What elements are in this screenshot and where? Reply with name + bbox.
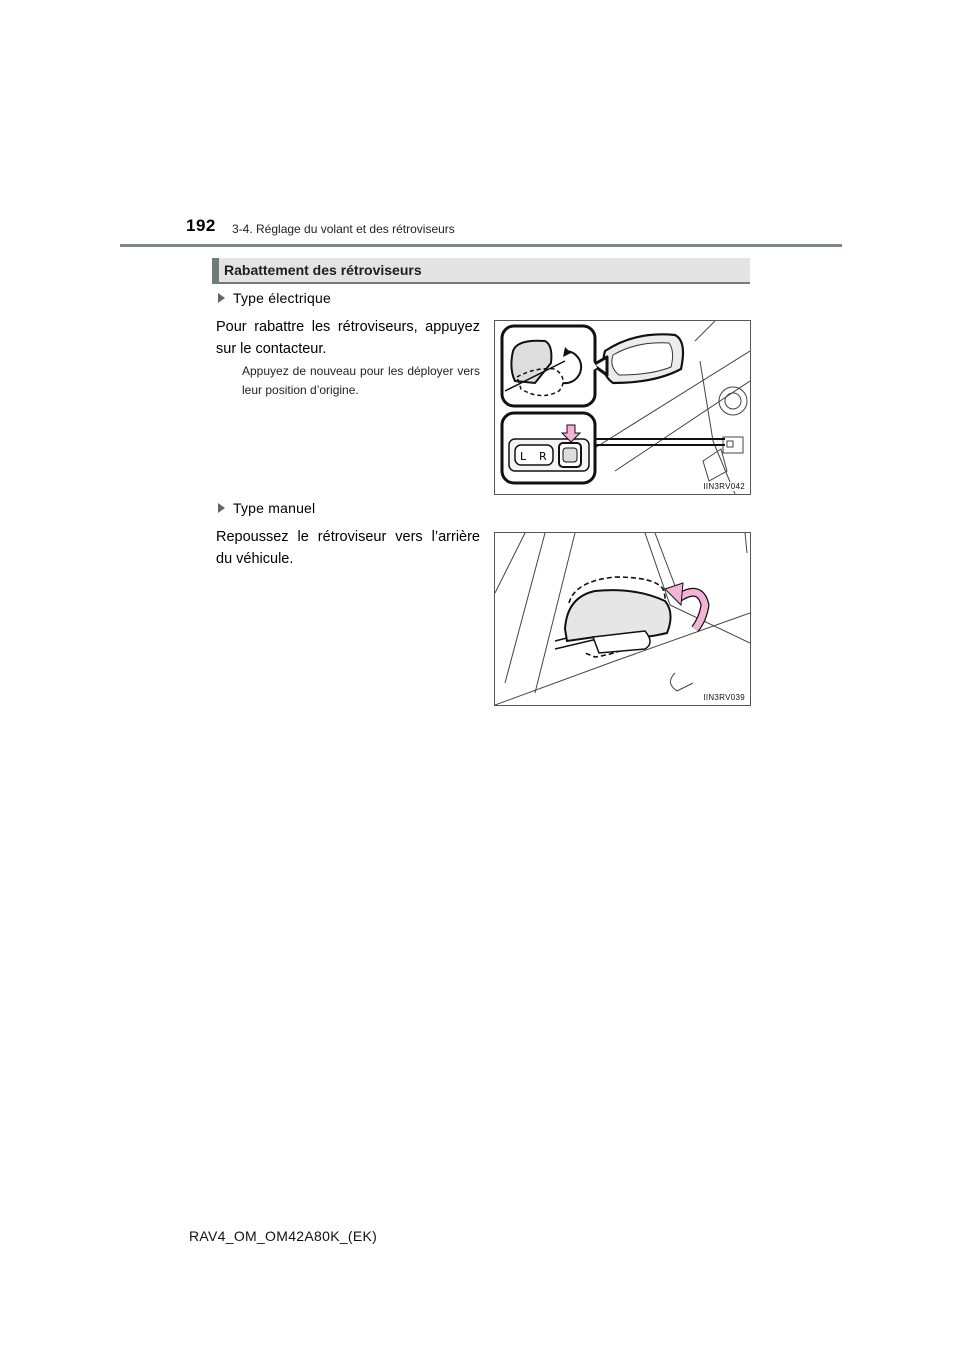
- chapter-title: 3-4. Réglage du volant et des rétroviseurs: [232, 222, 455, 236]
- section-title: Rabattement des rétroviseurs: [224, 262, 422, 278]
- header-rule: [120, 244, 842, 247]
- page-number: 192: [186, 216, 216, 235]
- section-header: [212, 258, 750, 284]
- manual-mirror-drawing: [495, 533, 750, 705]
- switch-label-left: L: [520, 450, 527, 463]
- triangle-bullet-icon: [218, 293, 225, 303]
- manual-mirror-illustration: [494, 532, 751, 706]
- section-accent-bar: [212, 258, 219, 282]
- manual-instruction: Repoussez le rétroviseur vers l’arrière du véhicule.: [216, 529, 480, 567]
- document-code: RAV4_OM_OM42A80K_(EK): [189, 1228, 378, 1244]
- electric-instruction: Pour rabattre les rétroviseurs, appuyez sur le contacteur.: [216, 319, 480, 357]
- electric-type-label: Type électrique: [233, 290, 331, 306]
- electric-mirror-drawing: [495, 321, 750, 494]
- electric-type-heading: [216, 290, 331, 306]
- figure-code-manual: IIN3RV039: [703, 693, 745, 702]
- switch-label-right: R: [539, 450, 547, 463]
- triangle-bullet-icon: [218, 503, 225, 513]
- electric-note: Appuyez de nouveau pour les déployer vers leur position d’origine.: [242, 364, 480, 397]
- electric-mirror-illustration: [494, 320, 751, 495]
- manual-type-heading: [216, 500, 315, 516]
- figure-code-electric: IIN3RV042: [703, 482, 745, 491]
- manual-type-label: Type manuel: [233, 500, 316, 516]
